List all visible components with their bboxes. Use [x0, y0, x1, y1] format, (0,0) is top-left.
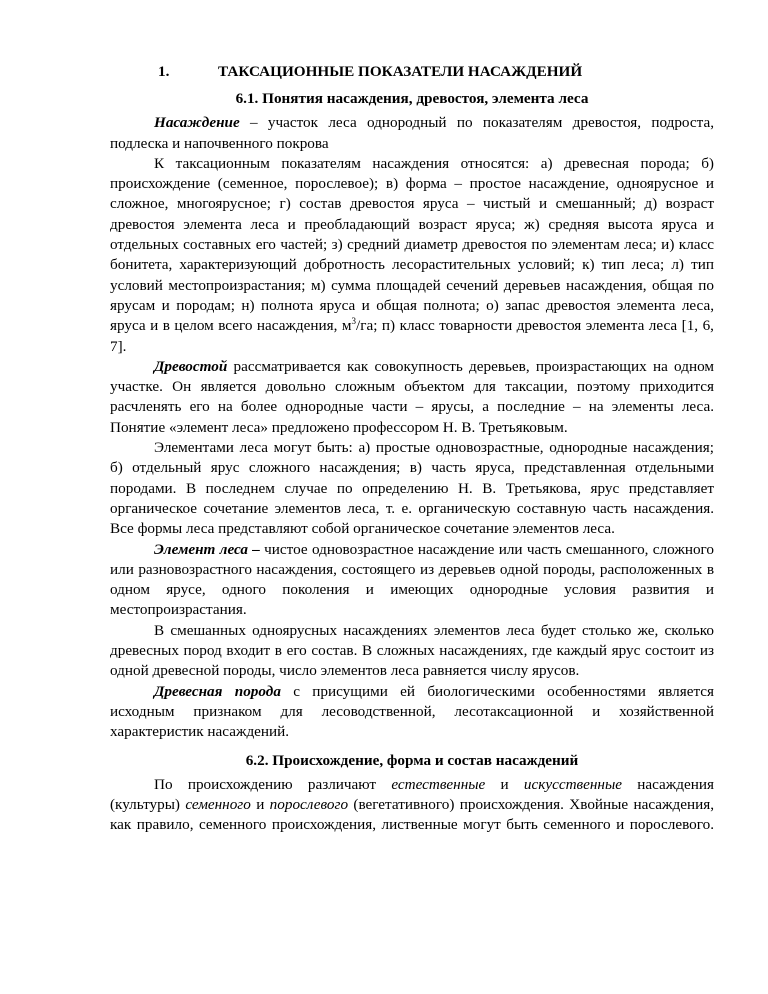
italic-term: семенного	[185, 796, 251, 814]
paragraph-forest-elements: Элементами леса могут быть: а) простые одновозрастные, однородные насаждения; б) отдельный ярус сложного насаждения; в) часть яруса, представленная отдельными породами. В последнем случае по определению Н. В. Третьякова, ярус представляет органическое сочетание элементов леса, т. е. органическую составную часть насаждения. Все формы леса представляют собой органическое сочетание элементов леса.	[110, 439, 714, 538]
section-title-6-2: 6.2. Происхождение, форма и состав насаждений	[245, 751, 579, 769]
term-drevostoy: Древостой	[154, 357, 228, 375]
paragraph-definition-drevesnaya-poroda	[110, 682, 714, 743]
paragraph-text: К таксационным показателям насаждения относятся: а) древесная порода; б) происхождение (семенное, порослевое); в) форма – простое насаждение, одноярусное и сложное, многоярусное; г) состав древостоя яруса – чистый и смешанный; д) возраст древостоя элемента леса и преобладающий возраст яруса; ж) средняя высота яруса и отдельных составных его частей; з) средний диаметр древостоя по элементам леса; и) класс бонитета, характеризующий добротность лесорастительных условий; к) тип леса; л) тип условий местопроизрастания; м) сумма площадей сечений деревьев насаждения, общая по ярусам и породам; н) полнота яруса и общая полнота; о) запас древостоя элемента леса, яруса и в целом всего насаждения, м	[110, 154, 714, 335]
paragraph-definition-nasazhdenie	[110, 113, 714, 154]
spacer	[110, 743, 714, 751]
definition-text: чистое одновозрастное насаждение или часть смешанного, сложного или разновозрастного насаждения, состоящего из деревьев одной породы, расположенных в одном ярусе, одного поколения и имеющих однородные условия развития и местопроизрастания.	[110, 540, 714, 619]
document-page	[110, 62, 714, 836]
section-title-6-1: 6.1. Понятия насаждения, древостоя, элемента леса	[235, 90, 589, 107]
paragraph-definition-drevostoy	[110, 357, 714, 438]
definition-text: – участок леса однородный по показателям древостоя, подроста, подлеска и напочвенного покрова	[110, 114, 714, 152]
paragraph-mixed-stands: В смешанных одноярусных насаждениях элементов леса будет столько же, сколько древесных пород входит в его состав. В сложных насаждениях, где каждый ярус состоит из одной древесной породы, число элементов леса равняется числу ярусов.	[110, 621, 714, 680]
paragraph-text: (вегетативного) происхождения. Хвойные насаждения, как правило, семенного происхождения, лиственные могут быть семенного и порослевого.	[110, 796, 714, 834]
definition-text: с присущими ей биологическими особенностями является исходным признаком для лесоводственной, лесотаксационной и хозяйственной характеристик насаждений.	[110, 682, 714, 741]
chapter-title: ТАКСАЦИОННЫЕ ПОКАЗАТЕЛИ НАСАЖДЕНИЙ	[218, 63, 583, 80]
paragraph-text: насаждения (культуры)	[110, 775, 714, 814]
superscript: 3	[351, 316, 357, 327]
italic-term: естественные	[391, 775, 486, 793]
italic-term: порослевого	[269, 796, 349, 814]
chapter-heading	[110, 62, 714, 82]
paragraph-origin	[110, 775, 714, 836]
term-element-lesa: Элемент леса –	[154, 540, 260, 558]
term-drevesnaya-poroda: Древесная порода	[154, 682, 281, 700]
chapter-number: 1.	[158, 63, 170, 80]
paragraph-text: и	[485, 775, 524, 793]
paragraph-text: /га; п) класс товарности древостоя элемента леса [1, 6, 7].	[110, 317, 714, 355]
definition-text: рассматривается как совокупность деревьев, произрастающих на одном участке. Он является довольно сложным объектом для таксации, поэтому приходится расчленять его на более однородные части – ярусы, а последние – на элементы леса. Понятие «элемент леса» предложено профессором Н. В. Третьяковым.	[110, 357, 714, 436]
italic-term: искусственные	[523, 775, 622, 793]
paragraph-taxation-indicators	[110, 154, 714, 357]
paragraph-definition-element-lesa	[110, 540, 714, 621]
paragraph-text: По происхождению различают	[154, 775, 392, 793]
term-nasazhdenie: Насаждение	[154, 114, 240, 132]
paragraph-text: и	[250, 796, 270, 814]
